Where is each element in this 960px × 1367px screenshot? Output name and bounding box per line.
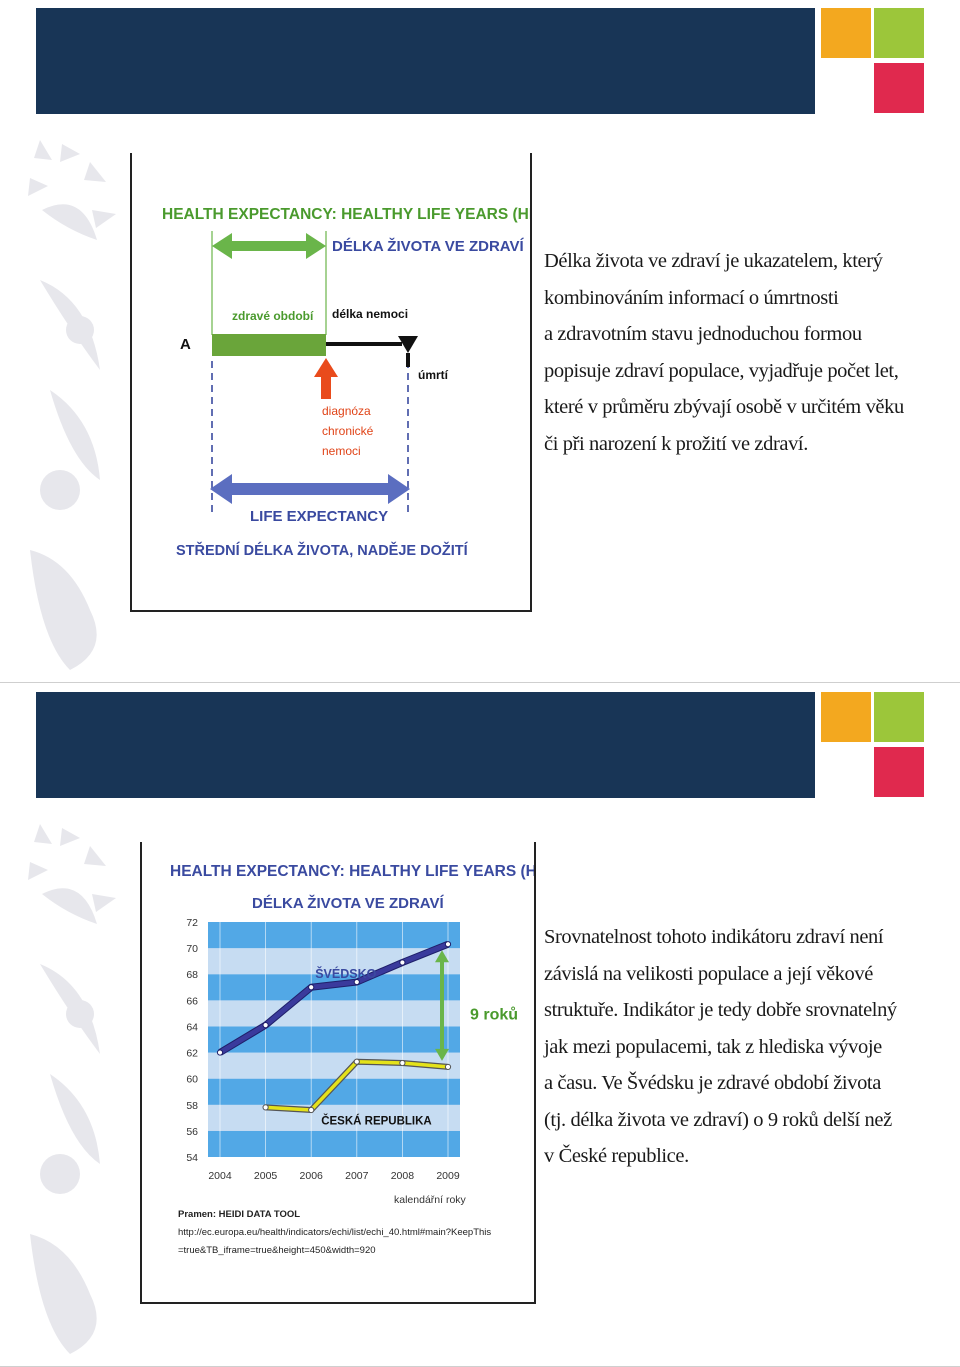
chart-band [208,1000,460,1026]
healthy-period-bar [212,334,326,356]
diagnosis-label-1: diagnóza [322,404,371,418]
hly-label: DÉLKA ŽIVOTA VE ZDRAVÍ [332,238,524,255]
hly-chart-figure [140,842,536,1304]
text-line: či při narození k prožití ve zdraví. [544,432,808,455]
x-tick-label: 2005 [253,1170,278,1182]
chart-title: HEALTH EXPECTANCY: HEALTHY LIFE YEARS (HLY) [170,863,534,880]
orange-square [821,692,871,742]
hly-diagram [130,153,532,612]
healthy-period-label: zdravé období [232,309,314,323]
x-tick-label: 2008 [390,1170,415,1182]
text-line: kombinováním informací o úmrtnosti [544,286,839,309]
data-point [263,1105,268,1110]
text-line: které v průměru zbývají osobě v určitém věku [544,396,904,418]
text-line: jak mezi populacemi, tak z hlediska vývoje [544,1035,882,1058]
illness-length-label: délka nemoci [332,307,409,321]
text-line: popisuje zdraví populace, vyjadřuje počet let, [544,359,899,382]
title-banner [36,8,815,114]
diagnosis-label-3: nemoci [322,444,361,458]
x-tick-label: 2009 [436,1170,460,1182]
text-line: a zdravotním stavu jednoduchou formou [544,323,862,345]
hly-line-chart [142,842,534,1302]
x-axis-label: kalendářní roky [394,1194,466,1206]
life-expectancy-label: LIFE EXPECTANCY [250,508,389,525]
y-tick-label: 62 [186,1047,198,1060]
slide1-description [544,243,904,462]
source-line-2: http://ec.europa.eu/health/indicators/echi/list/echi_40.html#main?KeepThis [178,1227,492,1238]
red-square [874,63,924,113]
data-point [445,942,450,947]
x-tick-label: 2006 [299,1170,323,1182]
data-point [400,1060,405,1065]
x-axis-ticks [208,1170,460,1182]
x-tick-label: 2007 [345,1170,369,1182]
text-line: Délka života ve zdraví je ukazatelem, který [544,250,883,272]
y-axis-ticks [186,917,198,1164]
y-tick-label: 68 [186,969,198,982]
text-line: a času. Ve Švédsku je zdravé období života [544,1072,881,1094]
hly-arrow-left-head [212,233,232,259]
source-line-1: Pramen: HEIDI DATA TOOL [178,1209,301,1220]
y-tick-label: 58 [186,1099,198,1112]
hly-diagram-svg [132,153,530,610]
data-point [445,1064,450,1069]
red-square [874,747,924,797]
data-point [400,960,405,965]
title-banner [36,692,815,798]
chart-band [208,1131,460,1157]
text-line: závislá na velikosti populace a její věkové [544,962,873,985]
row-label-a: A [180,336,191,353]
diagnosis-arrow-shaft [321,377,331,399]
y-tick-label: 56 [186,1125,198,1138]
sun-figure-watermark [20,130,120,680]
y-tick-label: 70 [186,943,198,956]
life-expectancy-arrow-right-head [388,474,410,504]
green-square [874,692,924,742]
text-line: (tj. délka života ve zdraví) o 9 roků delší než [544,1108,892,1131]
y-tick-label: 60 [186,1073,198,1086]
czech-series-label: ČESKÁ REPUBLIKA [321,1115,432,1128]
source-line-3: =true&TB_iframe=true&height=450&width=920 [178,1245,376,1256]
data-point [309,1107,314,1112]
gap-label: 9 roků [470,1006,519,1024]
hly-arrow-right-head [306,233,326,259]
data-point [354,1059,359,1064]
orange-square [821,8,871,58]
text-line: struktuře. Indikátor je tedy dobře srovnatelný [544,999,897,1021]
data-point [217,1050,222,1055]
y-tick-label: 72 [186,917,198,929]
green-square [874,8,924,58]
life-expectancy-arrow-left-head [210,474,232,504]
y-tick-label: 64 [186,1021,198,1034]
y-tick-label: 54 [186,1152,198,1164]
life-expectancy-cz-label: STŘEDNÍ DÉLKA ŽIVOTA, NADĚJE DOŽITÍ [176,543,468,559]
diagnosis-label-2: chronické [322,424,374,438]
chart-subtitle: DÉLKA ŽIVOTA VE ZDRAVÍ [252,895,444,912]
text-line: v České republice. [544,1145,689,1167]
sweden-series-label: ŠVÉDSKO [315,967,377,982]
y-tick-label: 66 [186,995,198,1008]
slide-1 [0,0,960,683]
chart-band [208,922,460,948]
x-tick-label: 2004 [208,1170,232,1182]
slide2-description [544,919,904,1175]
data-point [263,1023,268,1028]
text-line: Srovnatelnost tohoto indikátoru zdraví není [544,926,884,948]
death-label: úmrtí [418,368,448,382]
slide-2 [0,684,960,1367]
diagnosis-arrow-head [314,358,338,377]
data-point [309,985,314,990]
diagram-title: HEALTH EXPECTANCY: HEALTHY LIFE YEARS (HLY) [162,206,530,223]
sun-figure-watermark [20,814,120,1364]
